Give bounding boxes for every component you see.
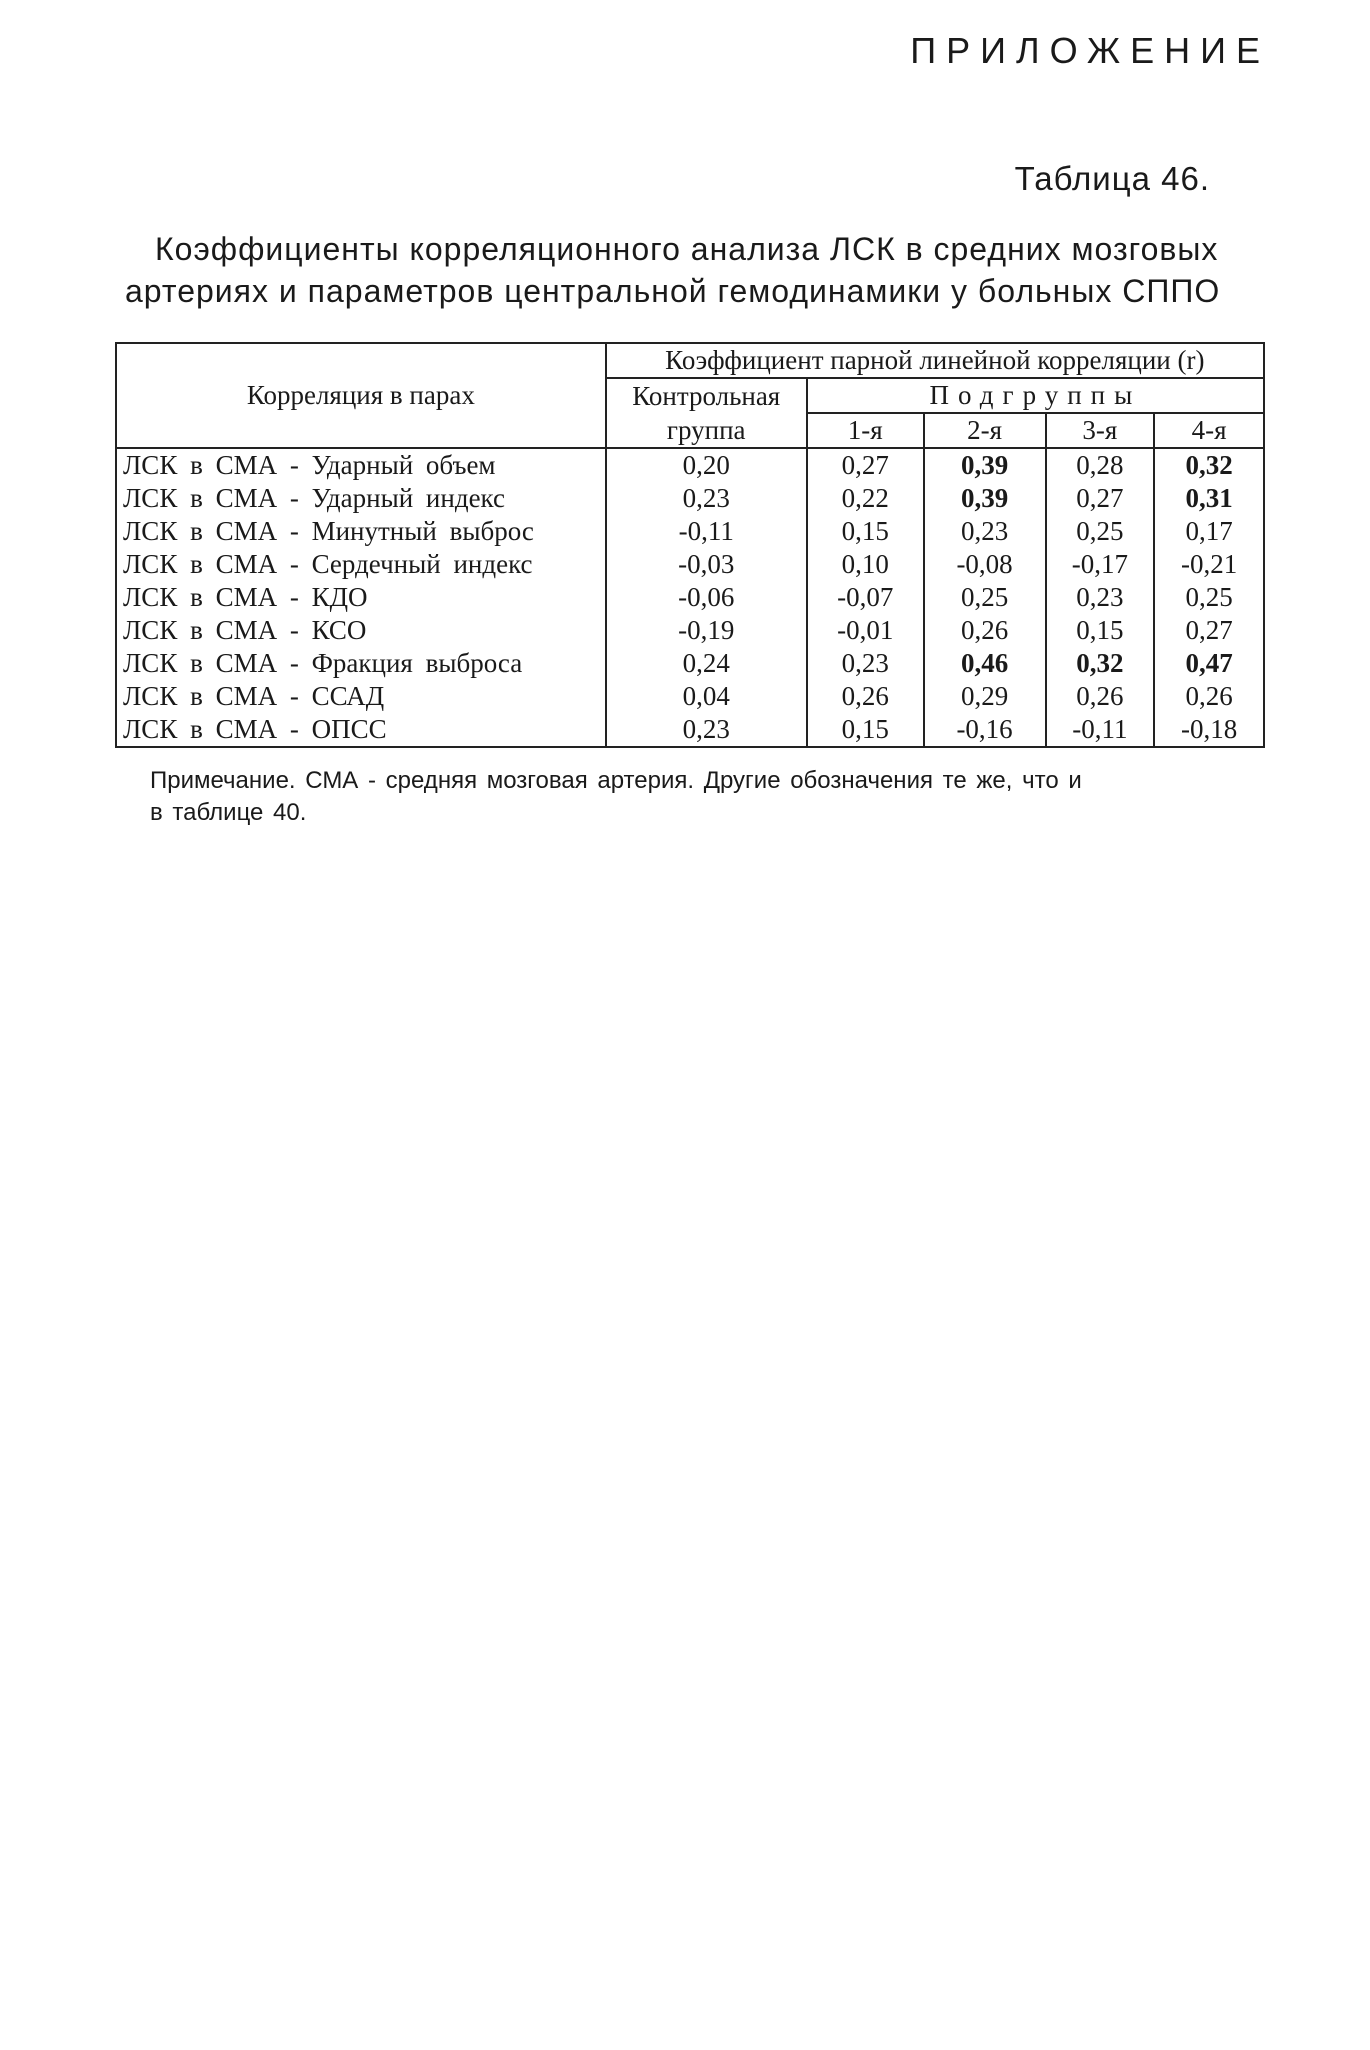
table-note <box>150 765 1200 829</box>
cell-subgroup-1: 0,15 <box>807 713 924 747</box>
cell-subgroup-2: 0,46 <box>924 647 1046 680</box>
cell-subgroup-3: 0,32 <box>1046 647 1155 680</box>
cell-control: -0,03 <box>606 548 807 581</box>
cell-subgroup-3: 0,28 <box>1046 448 1155 482</box>
cell-subgroup-3: 0,15 <box>1046 614 1155 647</box>
header-control-line-1: Контрольная <box>606 378 807 413</box>
header-subgroup-3: 3-я <box>1046 413 1155 448</box>
table-row <box>116 448 1264 482</box>
cell-subgroup-3: -0,17 <box>1046 548 1155 581</box>
cell-subgroup-4: 0,17 <box>1154 515 1264 548</box>
cell-control: -0,11 <box>606 515 807 548</box>
header-coefficient: Коэффициент парной линейной корреляции (r) <box>606 343 1264 378</box>
cell-subgroup-1: 0,26 <box>807 680 924 713</box>
row-pair-label: ЛСК в СМА - Минутный выброс <box>116 515 606 548</box>
appendix-heading: ПРИЛОЖЕНИЕ <box>910 30 1270 71</box>
cell-subgroup-4: 0,27 <box>1154 614 1264 647</box>
cell-control: -0,19 <box>606 614 807 647</box>
correlation-table <box>115 342 1265 748</box>
cell-subgroup-2: 0,23 <box>924 515 1046 548</box>
table-row <box>116 548 1264 581</box>
row-pair-label: ЛСК в СМА - ССАД <box>116 680 606 713</box>
table-row <box>116 581 1264 614</box>
header-control-line-2: группа <box>606 413 807 448</box>
cell-subgroup-4: -0,21 <box>1154 548 1264 581</box>
cell-subgroup-4: 0,26 <box>1154 680 1264 713</box>
cell-control: 0,23 <box>606 713 807 747</box>
cell-control: 0,04 <box>606 680 807 713</box>
header-subgroup-4: 4-я <box>1154 413 1264 448</box>
header-subgroups: Подгруппы <box>807 378 1264 413</box>
cell-subgroup-3: 0,23 <box>1046 581 1155 614</box>
header-subgroup-2: 2-я <box>924 413 1046 448</box>
cell-subgroup-2: 0,39 <box>924 448 1046 482</box>
cell-subgroup-3: 0,26 <box>1046 680 1155 713</box>
table-row <box>116 614 1264 647</box>
table-title-line-1: Коэффициенты корреляционного анализа ЛСК в средних мозговых <box>155 231 1219 267</box>
cell-subgroup-2: -0,08 <box>924 548 1046 581</box>
note-line-1: Примечание. СМА - средняя мозговая артерия. Другие обозначения те же, что и <box>150 767 1082 794</box>
cell-subgroup-4: 0,25 <box>1154 581 1264 614</box>
cell-subgroup-2: 0,29 <box>924 680 1046 713</box>
cell-subgroup-1: 0,23 <box>807 647 924 680</box>
cell-subgroup-2: 0,39 <box>924 482 1046 515</box>
cell-control: 0,24 <box>606 647 807 680</box>
cell-control: 0,23 <box>606 482 807 515</box>
cell-subgroup-4: 0,31 <box>1154 482 1264 515</box>
table-row <box>116 482 1264 515</box>
row-pair-label: ЛСК в СМА - Ударный индекс <box>116 482 606 515</box>
cell-control: -0,06 <box>606 581 807 614</box>
table-title <box>125 228 1225 312</box>
row-pair-label: ЛСК в СМА - Ударный объем <box>116 448 606 482</box>
cell-subgroup-1: 0,15 <box>807 515 924 548</box>
header-pair: Корреляция в парах <box>116 343 606 448</box>
cell-subgroup-1: 0,22 <box>807 482 924 515</box>
cell-subgroup-2: 0,25 <box>924 581 1046 614</box>
row-pair-label: ЛСК в СМА - КДО <box>116 581 606 614</box>
table-title-line-2: артериях и параметров центральной гемодинамики у больных СППО <box>125 273 1221 309</box>
cell-subgroup-1: -0,01 <box>807 614 924 647</box>
cell-subgroup-2: 0,26 <box>924 614 1046 647</box>
cell-subgroup-1: -0,07 <box>807 581 924 614</box>
table-row <box>116 680 1264 713</box>
row-pair-label: ЛСК в СМА - Фракция выброса <box>116 647 606 680</box>
cell-subgroup-4: 0,47 <box>1154 647 1264 680</box>
cell-subgroup-4: -0,18 <box>1154 713 1264 747</box>
cell-subgroup-1: 0,10 <box>807 548 924 581</box>
table-number: Таблица 46. <box>1014 160 1210 197</box>
cell-subgroup-4: 0,32 <box>1154 448 1264 482</box>
row-pair-label: ЛСК в СМА - ОПСС <box>116 713 606 747</box>
cell-control: 0,20 <box>606 448 807 482</box>
table-body <box>116 448 1264 747</box>
table-row <box>116 647 1264 680</box>
row-pair-label: ЛСК в СМА - Сердечный индекс <box>116 548 606 581</box>
cell-subgroup-3: 0,25 <box>1046 515 1155 548</box>
cell-subgroup-3: 0,27 <box>1046 482 1155 515</box>
table-row <box>116 515 1264 548</box>
cell-subgroup-2: -0,16 <box>924 713 1046 747</box>
row-pair-label: ЛСК в СМА - КСО <box>116 614 606 647</box>
cell-subgroup-1: 0,27 <box>807 448 924 482</box>
note-line-2: в таблице 40. <box>150 799 307 826</box>
cell-subgroup-3: -0,11 <box>1046 713 1155 747</box>
header-subgroup-1: 1-я <box>807 413 924 448</box>
table-row <box>116 713 1264 747</box>
